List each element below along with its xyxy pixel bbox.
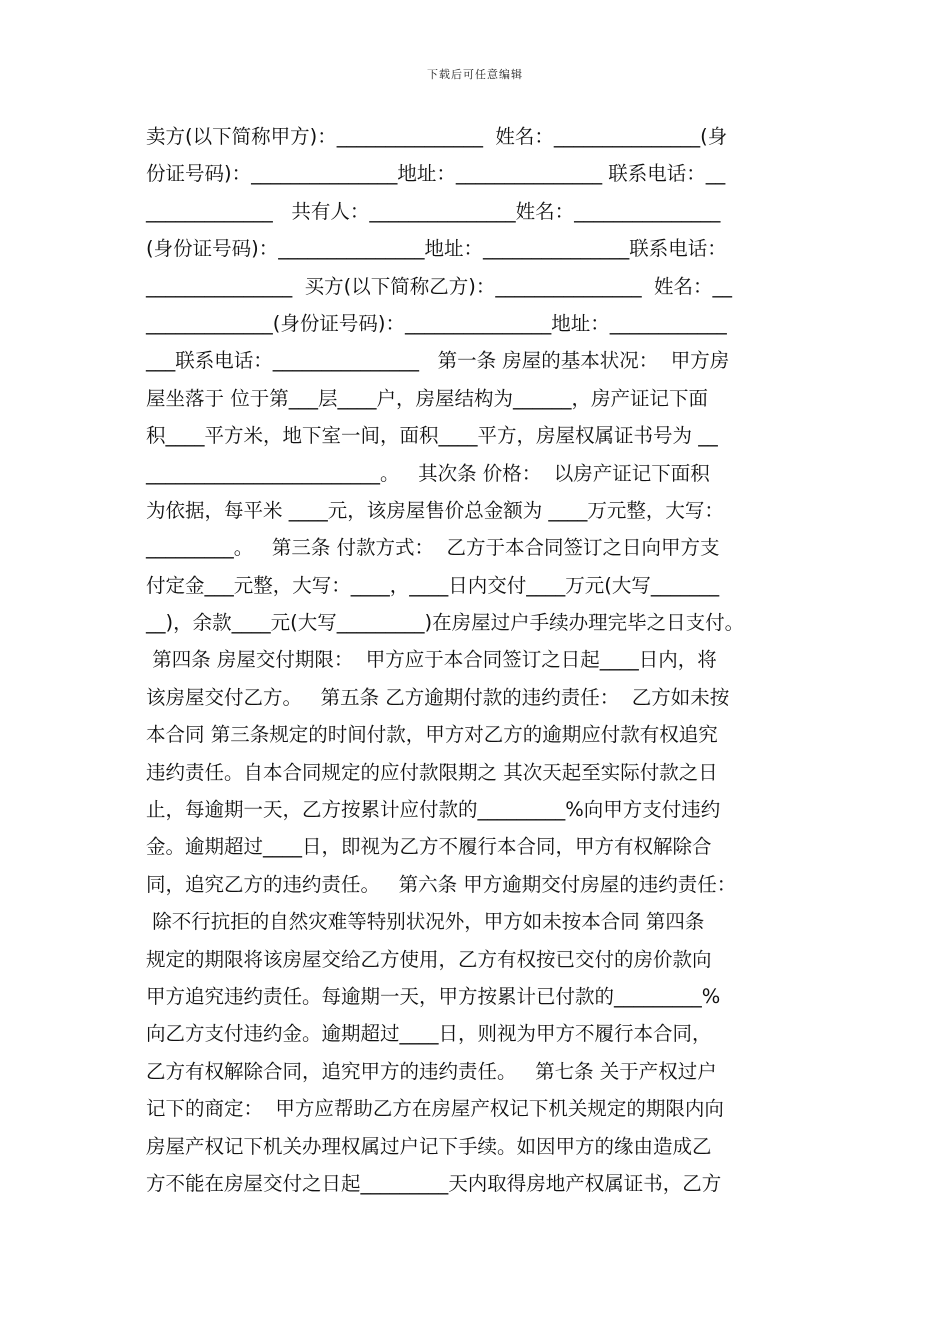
- text-line: _____________(身份证号码)：_______________地址：____________: [146, 311, 727, 335]
- text-line: _______________ 买方(以下简称乙方)：_______________ 姓名：__: [146, 274, 733, 298]
- text-line: (身份证号码)：_______________地址：_______________联系电话：: [146, 237, 727, 261]
- text-line: 本合同 第三条规定的时间付款，甲方对乙方的逾期应付款有权追究: [146, 723, 718, 747]
- text-line: ___联系电话：_______________ 第一条 房屋的基本状况： 甲方房: [146, 349, 730, 373]
- text-line: 同，追究乙方的违约责任。 第六条 甲方逾期交付房屋的违约责任：: [146, 872, 737, 896]
- text-line: 金。逾期超过____日，即视为乙方不履行本合同，甲方有权解除合: [146, 835, 712, 859]
- text-line: _________。 第三条 付款方式： 乙方于本合同签订之日向甲方支: [146, 536, 720, 560]
- text-line: 止，每逾期一天，乙方按累计应付款的_________%向甲方支付违约: [146, 798, 721, 822]
- text-line: ________________________。 其次条 价格： 以房产证记下面积: [146, 461, 710, 485]
- text-line: _____________ 共有人：_______________姓名：_______________: [146, 199, 721, 223]
- text-line: 该房屋交付乙方。 第五条 乙方逾期付款的违约责任： 乙方如未按: [146, 685, 730, 709]
- text-line: 方不能在房屋交付之日起_________天内取得房地产权属证书，乙方: [146, 1171, 722, 1195]
- text-line: 积____平方米，地下室一间，面积____平方，房屋权属证书号为 __: [146, 424, 718, 448]
- text-line: 份证号码)：_______________地址：_______________ 联系电话：__: [146, 162, 726, 186]
- text-line: 卖方(以下简称甲方)：_______________ 姓名：_______________(身: [146, 125, 728, 148]
- text-line: __)，余款____元(大写_________)在房屋过户手续办理完毕之日支付。: [146, 611, 745, 635]
- text-line: 甲方追究违约责任。每逾期一天，甲方按累计已付款的_________%: [146, 984, 721, 1008]
- text-line: 付定金___元整，大写：____，____日内交付____万元(大写_______: [146, 573, 720, 597]
- text-line: 除不行抗拒的自然灾难等特别状况外，甲方如未按本合同 第四条: [146, 910, 705, 934]
- text-line: 屋坐落于 位于第___层____户，房屋结构为______，房产证记下面: [146, 386, 708, 410]
- text-line: 向乙方支付违约金。逾期超过____日，则视为甲方不履行本合同，: [146, 1022, 712, 1046]
- text-line: 房屋产权记下机关办理权属过户记下手续。如因甲方的缘由造成乙: [146, 1134, 712, 1158]
- text-line: 规定的期限将该房屋交给乙方使用，乙方有权按已交付的房价款向: [146, 947, 712, 971]
- text-line: 违约责任。自本合同规定的应付款限期之 其次天起至实际付款之日: [146, 760, 718, 784]
- page-header-note: 下载后可任意编辑: [427, 68, 523, 81]
- text-line: 第四条 房屋交付期限： 甲方应于本合同签订之日起____日内，将: [146, 648, 717, 672]
- text-line: 为依据，每平米 ____元，该房屋售价总金额为 ____万元整，大写：: [146, 498, 724, 522]
- text-line: 乙方有权解除合同，追究甲方的违约责任。 第七条 关于产权过户: [146, 1059, 717, 1083]
- text-line: 记下的商定： 甲方应帮助乙方在房屋产权记下机关规定的期限内向: [146, 1097, 724, 1121]
- contract-body: [146, 118, 816, 1202]
